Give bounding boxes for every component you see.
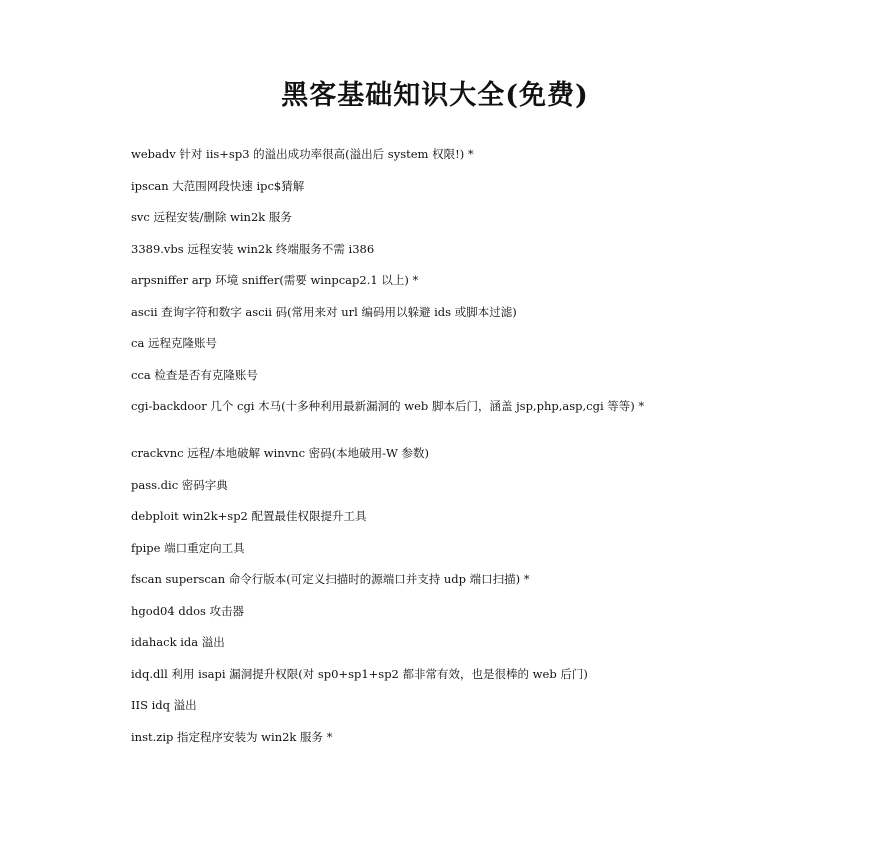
list-item: idahack ida 溢出 [131, 635, 225, 649]
list-item: cca 检查是否有克隆账号 [131, 367, 258, 382]
document-title: 黑客基础知识大全(免费) [281, 80, 589, 111]
list-item: ascii 查询字符和数字 ascii 码(常用来对 url 编码用以躲避 ids 或脚本过滤) [131, 304, 517, 319]
list-item: svc 远程安装/删除 win2k 服务 [131, 210, 292, 224]
list-item: webadv 针对 iis+sp3 的溢出成功率很高(溢出后 system 权限!) * [131, 147, 474, 161]
tool-list [131, 146, 771, 760]
list-item: crackvnc 远程/本地破解 winvnc 密码(本地破用-W 参数) [131, 446, 429, 460]
list-item: idq.dll 利用 isapi 漏洞提升权限(对 sp0+sp1+sp2 都非常有效，也是很棒的 web 后门) [131, 666, 588, 681]
list-item: arpsniffer arp 环境 sniffer(需要 winpcap2.1 以上) * [131, 273, 419, 287]
list-item: ca 远程克隆账号 [131, 336, 217, 350]
list-item: debploit win2k+sp2 配置最佳权限提升工具 [131, 509, 367, 523]
list-item: IIS idq 溢出 [131, 698, 197, 712]
list-item: hgod04 ddos 攻击器 [131, 603, 245, 618]
list-item: fscan superscan 命令行版本(可定义扫描时的源端口并支持 udp 端口扫描) * [131, 572, 530, 586]
list-item: 3389.vbs 远程安装 win2k 终端服务不需 i386 [131, 241, 375, 256]
list-item: ipscan 大范围网段快速 ipc$猜解 [131, 178, 305, 193]
list-item: fpipe 端口重定向工具 [131, 540, 245, 555]
list-item: inst.zip 指定程序安装为 win2k 服务 * [131, 729, 333, 744]
list-item: pass.dic 密码字典 [131, 477, 228, 492]
list-item: cgi-backdoor 几个 cgi 木马(十多种利用最新漏洞的 web 脚本后门，涵盖 jsp,php,asp,cgi 等等) * [131, 399, 645, 413]
